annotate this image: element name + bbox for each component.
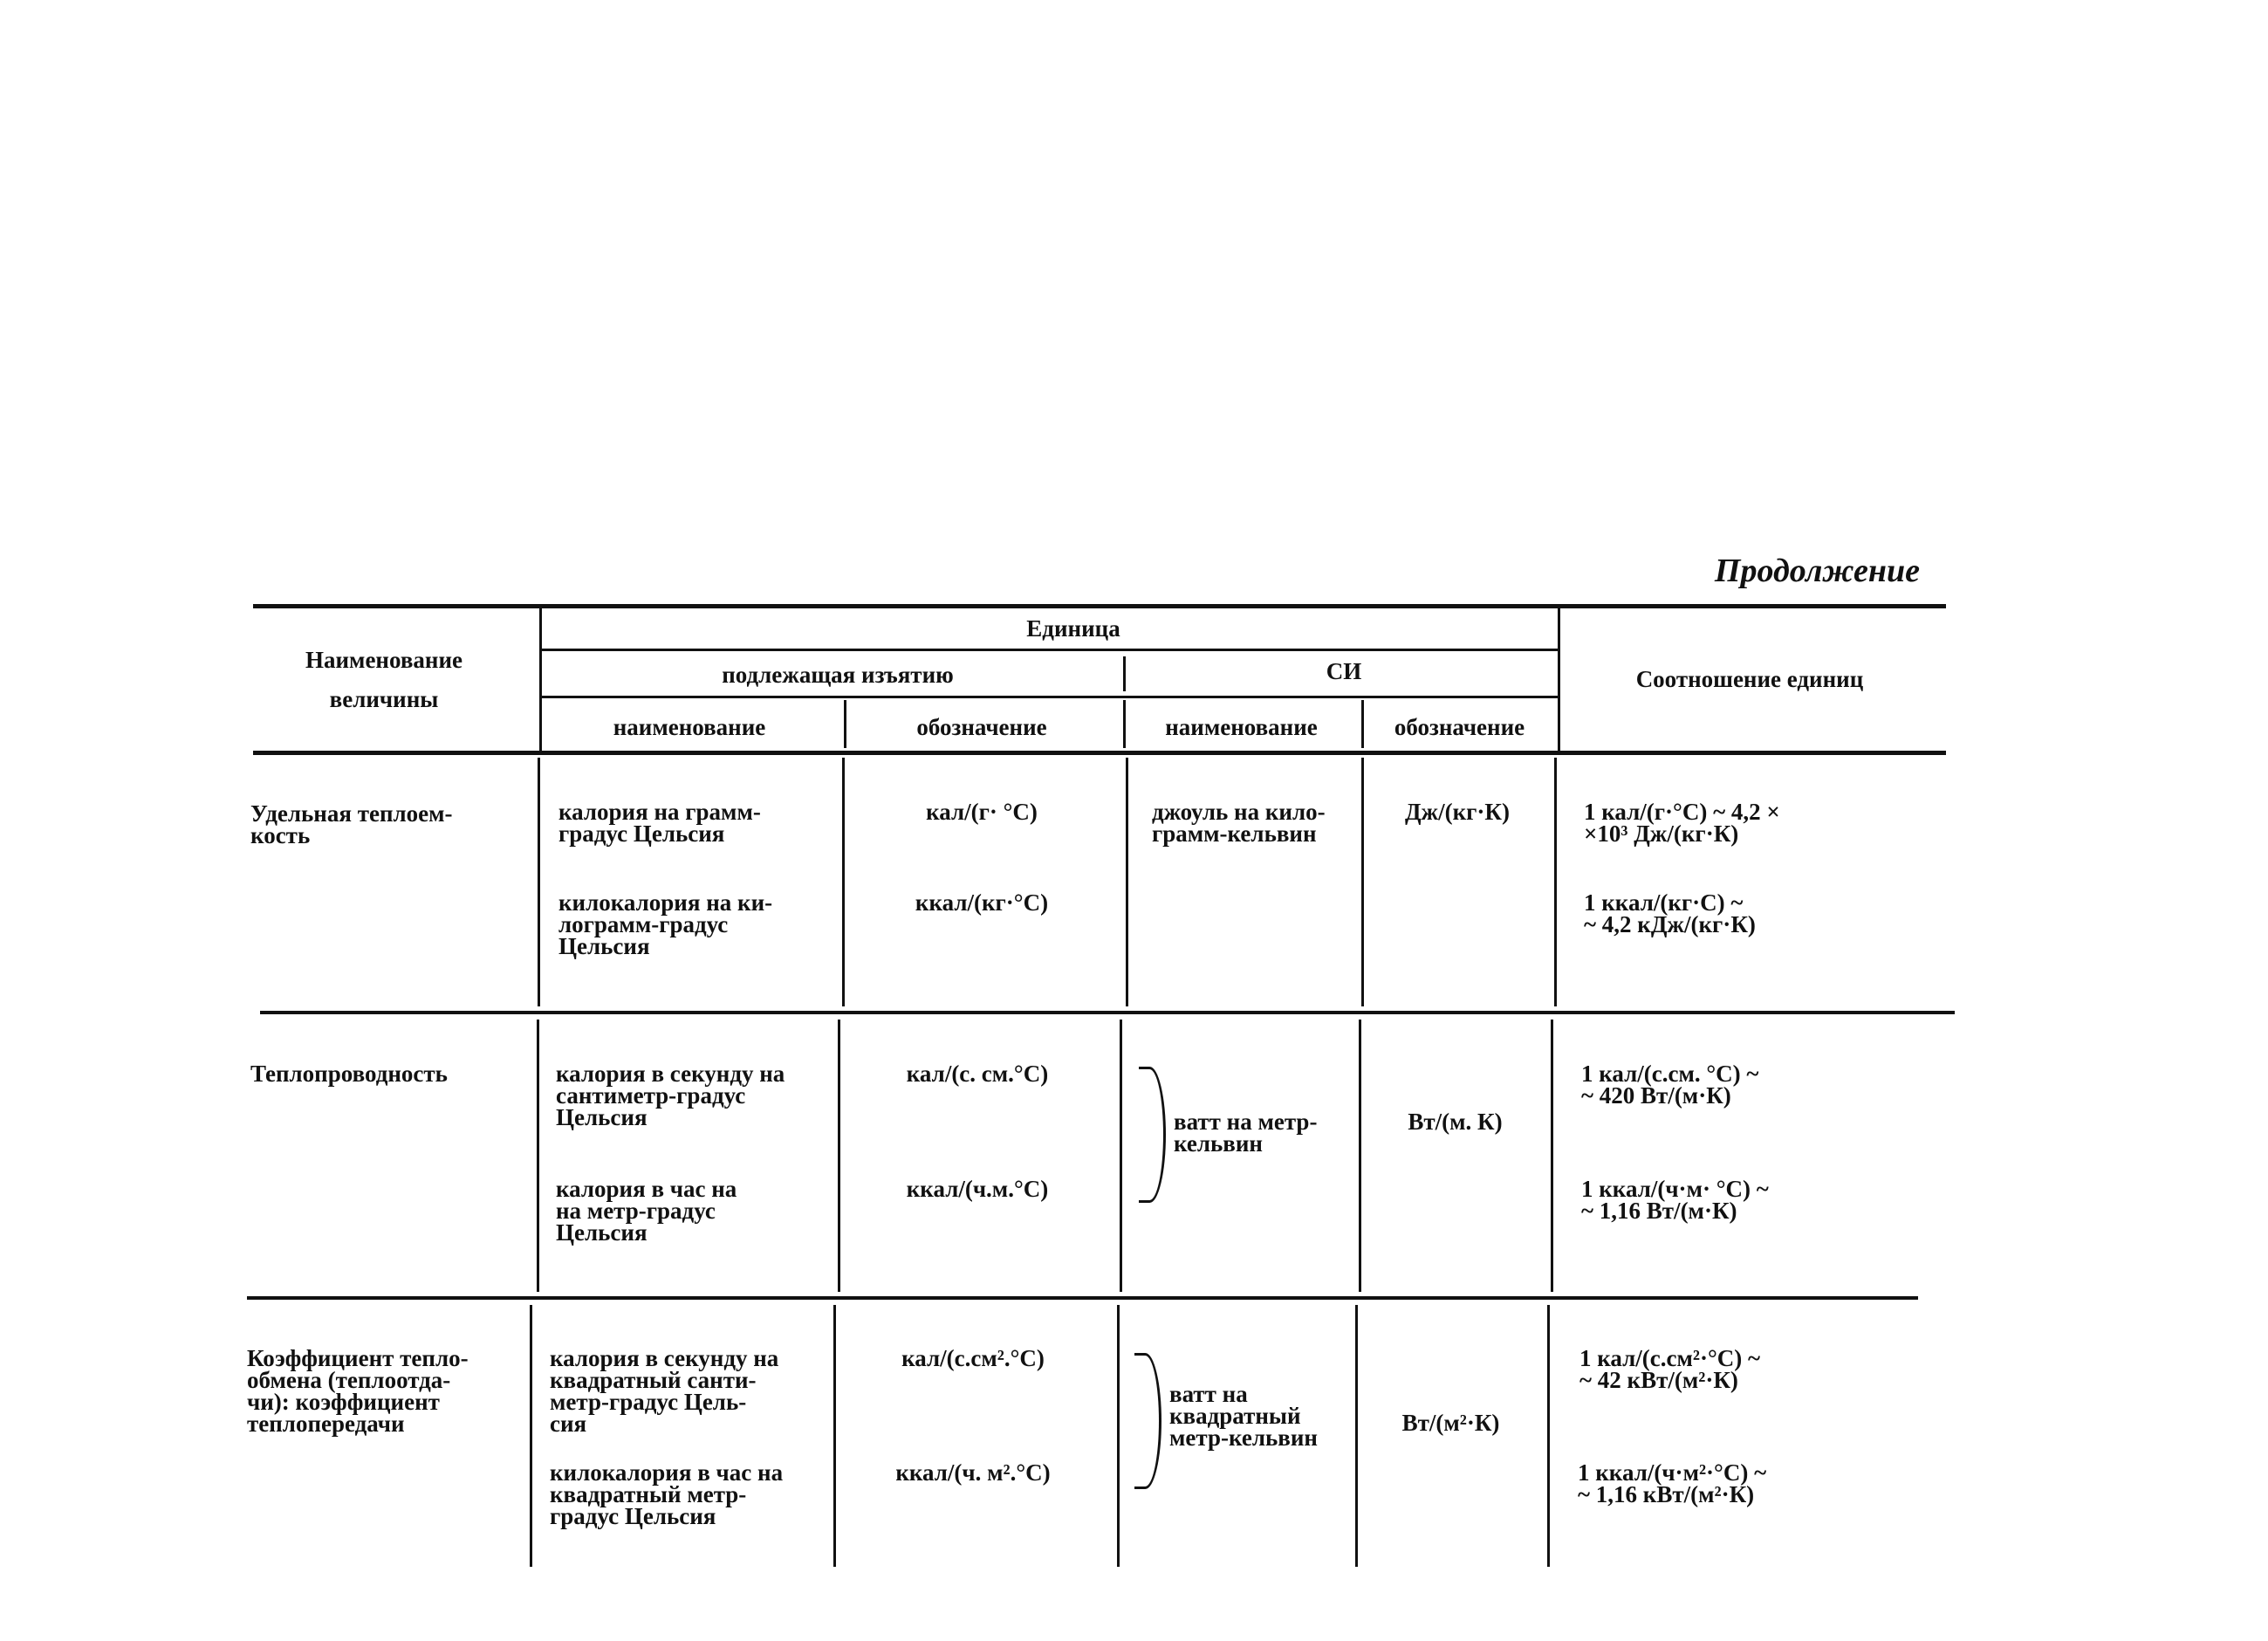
header-vline-si-name (1123, 700, 1126, 748)
header-unit-rule (541, 649, 1558, 651)
grouping-brace (1139, 1067, 1166, 1203)
row3-vline (1355, 1305, 1358, 1567)
unit-symbol: кал/(с.см².°С) (901, 1345, 1045, 1371)
header-vline-si (1123, 656, 1126, 691)
row2-vline (1120, 1020, 1122, 1292)
header-vline-name (844, 700, 846, 748)
row2-vline (1359, 1020, 1361, 1292)
header-vline-ratio (1558, 608, 1560, 751)
row1-vline (1126, 758, 1128, 1006)
row2-vline (838, 1020, 840, 1292)
header-unit: Единица (1026, 615, 1120, 642)
header-name-col: наименование (613, 714, 766, 740)
unit-ratio: 1 ккал/(ч·м²·°С) ~ ~ 1,16 кВт/(м²·К) (1578, 1459, 1767, 1507)
si-unit-name: ватт на метр- кельвин (1174, 1109, 1318, 1157)
quantity-name: Коэффициент тепло- обмена (теплоотда- чи): коэффициент теплопередачи (247, 1345, 469, 1437)
si-unit-symbol: Дж/(кг·К) (1404, 799, 1511, 825)
row3-vline (1117, 1305, 1120, 1567)
continuation-label: Продолжение (1714, 553, 1920, 589)
header-withdrawn: подлежащая изъятию (722, 662, 954, 688)
unit-name: калория в секунду на сантиметр-градус Цельсия (556, 1061, 785, 1130)
unit-symbol: ккал/(ч. м².°С) (895, 1459, 1051, 1486)
unit-ratio: 1 ккал/(ч·м· °С) ~ ~ 1,16 Вт/(м·К) (1581, 1176, 1769, 1224)
row1-vline (1554, 758, 1557, 1006)
header-si-name-col: наименование (1165, 714, 1318, 740)
row-separator-2 (247, 1296, 1918, 1300)
row3-vline (833, 1305, 836, 1567)
quantity-name: Удельная теплоем- кость (250, 800, 453, 848)
unit-symbol: ккал/(кг·°С) (915, 889, 1049, 916)
row2-vline (1551, 1020, 1553, 1292)
row1-vline (842, 758, 845, 1006)
unit-ratio: 1 кал/(с.см. °С) ~ ~ 420 Вт/(м·К) (1581, 1061, 1759, 1109)
header-vline-quantity (539, 608, 542, 751)
header-si-symbol-col: обозначение (1394, 714, 1525, 740)
unit-name: калория на грамм- градус Цельсия (558, 799, 761, 847)
unit-name: калория в час на на метр-градус Цельсия (556, 1176, 737, 1246)
header-si: СИ (1326, 658, 1362, 684)
row-separator-1 (260, 1011, 1955, 1014)
header-vline-si-symbol (1361, 700, 1364, 748)
si-unit-name: ватт на квадратный метр-кельвин (1169, 1381, 1318, 1451)
unit-symbol: кал/(с. см.°С) (906, 1061, 1049, 1087)
table-top-rule (253, 604, 1946, 608)
row3-vline (530, 1305, 532, 1567)
header-subgroup-rule (541, 696, 1558, 698)
unit-name: килокалория на ки- лограмм-градус Цельсия (558, 889, 773, 959)
row1-vline (1361, 758, 1364, 1006)
si-unit-symbol: Вт/(м²·К) (1401, 1410, 1500, 1436)
row1-vline (538, 758, 540, 1006)
unit-ratio: 1 ккал/(кг·С) ~ ~ 4,2 кДж/(кг·К) (1584, 889, 1756, 937)
header-bottom-rule (253, 751, 1946, 755)
grouping-brace (1134, 1353, 1161, 1489)
row2-vline (537, 1020, 539, 1292)
unit-symbol: ккал/(ч.м.°С) (906, 1176, 1049, 1202)
si-unit-symbol: Вт/(м. К) (1408, 1109, 1503, 1135)
unit-name: калория в секунду на квадратный санти- метр-градус Цель- сия (550, 1345, 779, 1437)
quantity-name: Теплопроводность (250, 1061, 448, 1087)
header-symbol-col: обозначение (916, 714, 1047, 740)
row3-vline (1547, 1305, 1550, 1567)
unit-symbol: кал/(г· °С) (926, 799, 1038, 825)
header-quantity-name: Наименование величины (305, 647, 463, 712)
si-unit-name: джоуль на кило- грамм-кельвин (1152, 799, 1326, 847)
unit-ratio: 1 кал/(г·°С) ~ 4,2 × ×10³ Дж/(кг·К) (1584, 799, 1780, 847)
unit-ratio: 1 кал/(с.см²·°С) ~ ~ 42 кВт/(м²·К) (1579, 1345, 1761, 1393)
header-ratio: Соотношение единиц (1635, 666, 1864, 692)
unit-name: килокалория в час на квадратный метр- градус Цельсия (550, 1459, 784, 1529)
